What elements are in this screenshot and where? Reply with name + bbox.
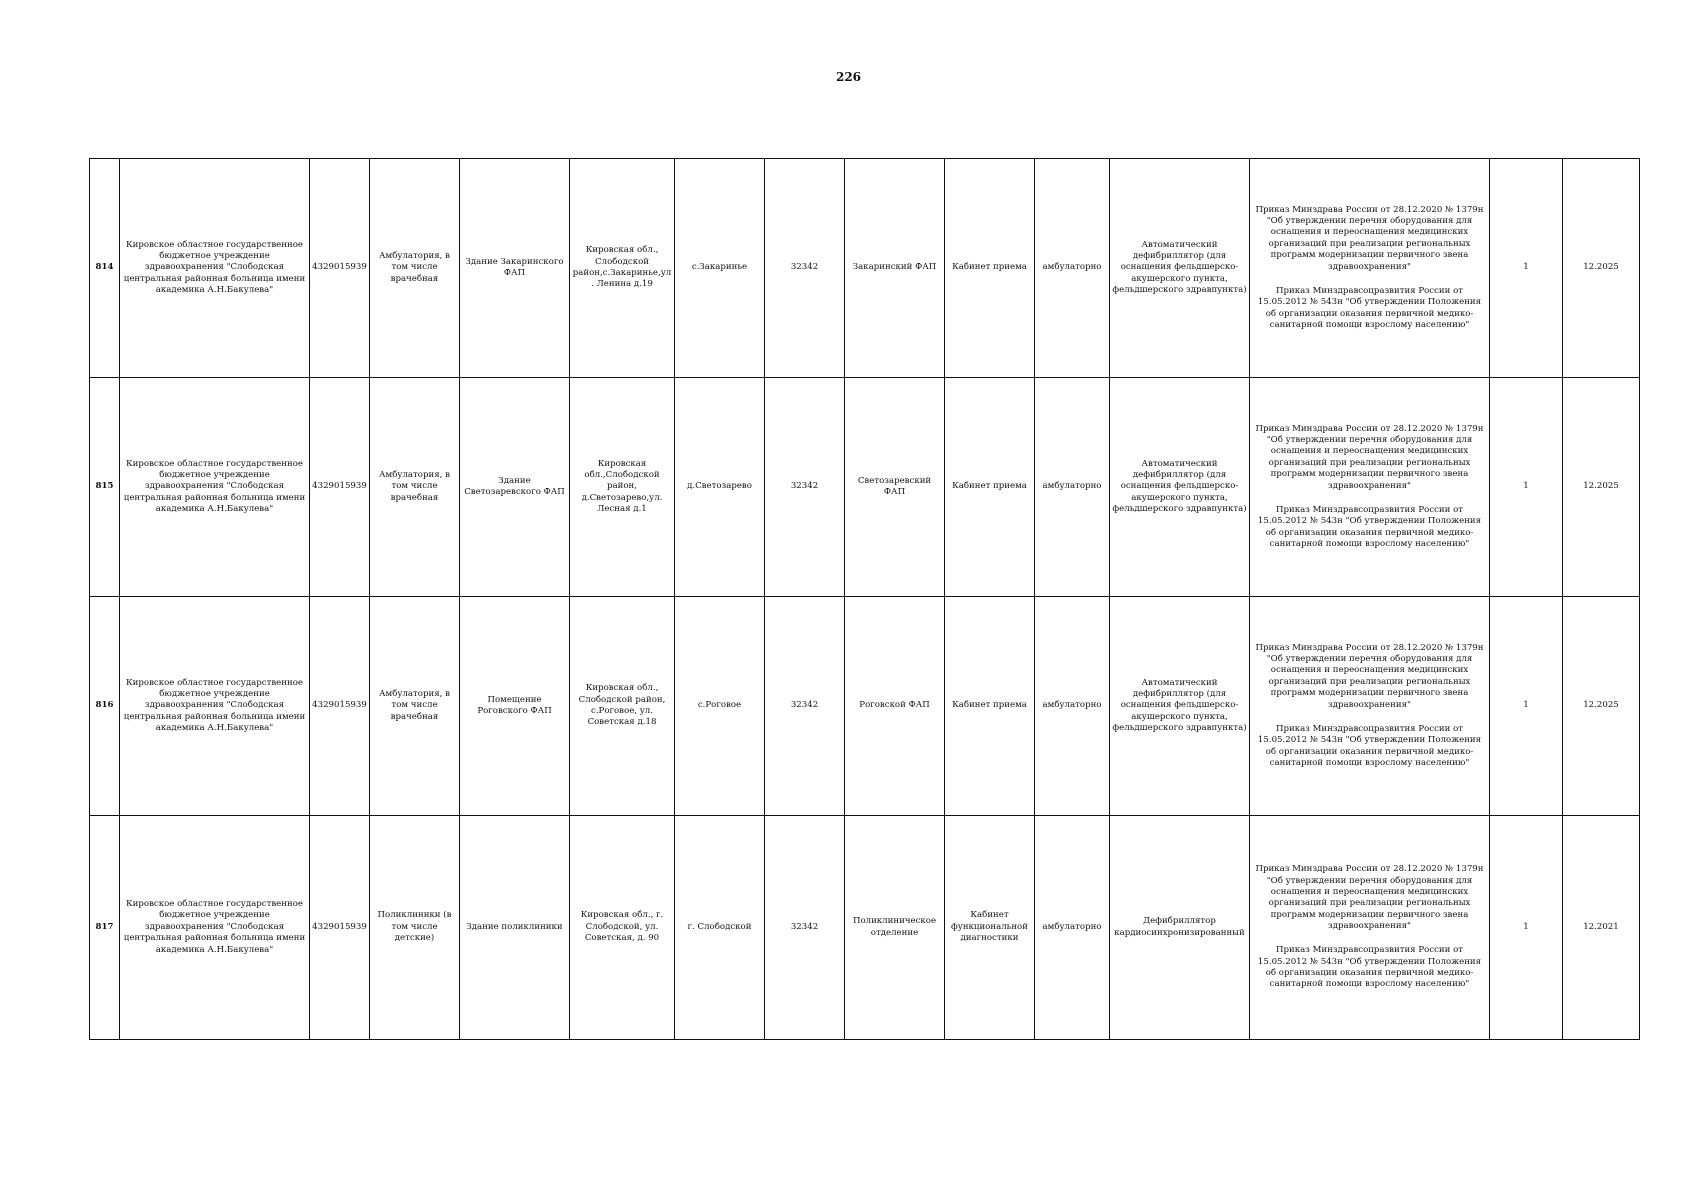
facility-type: Амбулатория, в том числе врачебная [370, 378, 460, 597]
legal-basis-order-1379n: Приказ Минздрава России от 28.12.2020 № 1379н "Об утверждении перечня оборудования для оснащения и переоснащения медицинских организаций при реализации региональных программ модернизации первичного звена здравоохранения" [1255, 864, 1484, 931]
address: Кировская обл., Слободской район,с.Закаринье,ул. Ленина д.19 [570, 159, 675, 378]
room-name: Кабинет функциональной диагностики [945, 816, 1035, 1040]
delivery-date: 12.2021 [1563, 816, 1640, 1040]
inn-code: 4329015939 [310, 816, 370, 1040]
room-name: Кабинет приема [945, 378, 1035, 597]
legal-basis-order-543n: Приказ Минздравсоцразвития России от 15.05.2012 № 543н "Об утверждении Положения об организации оказания первичной медико-санитарной помощи взрослому населению" [1257, 285, 1482, 330]
page-number: 226 [835, 70, 862, 84]
legal-basis-order-1379n: Приказ Минздрава России от 28.12.2020 № 1379н "Об утверждении перечня оборудования для оснащения и переоснащения медицинских организаций при реализации региональных программ модернизации первичного звена здравоохранения" [1255, 423, 1484, 491]
legal-basis-order-1379n: Приказ Минздрава России от 28.12.2020 № 1379н "Об утверждении перечня оборудования для оснащения и переоснащения медицинских организаций при реализации региональных программ модернизации первичного звена здравоохранения" [1255, 204, 1484, 272]
structural-unit: Роговской ФАП [845, 597, 945, 816]
structural-unit: Закаринский ФАП [845, 159, 945, 378]
delivery-date: 12.2025 [1563, 159, 1640, 378]
quantity: 1 [1490, 597, 1563, 816]
inn-code: 4329015939 [310, 159, 370, 378]
quantity: 1 [1490, 159, 1563, 378]
legal-basis [1250, 159, 1490, 378]
equipment-name: Дефибриллятор кардиосинхронизированный [1110, 816, 1250, 1040]
organization-name: Кировское областное государственное бюджетное учреждение здравоохранения "Слободская центральная районная больница имени академика А.Н.Бакулева" [120, 816, 310, 1040]
inn-code: 4329015939 [310, 378, 370, 597]
equipment-name: Автоматический дефибриллятор (для оснащения фельдшерско-акушерского пункта, фельдшерского здравпункта) [1110, 159, 1250, 378]
okato-code: 32342 [765, 816, 845, 1040]
address: Кировская обл.,Слободской район, д.Светозарево,ул. Лесная д.1 [570, 378, 675, 597]
row-number: 817 [90, 816, 120, 1040]
locality: г. Слободской [675, 816, 765, 1040]
address: Кировская обл., г. Слободской, ул. Советская, д. 90 [570, 816, 675, 1040]
facility-type: Амбулатория, в том числе врачебная [370, 597, 460, 816]
okato-code: 32342 [765, 378, 845, 597]
equipment-registry-table [89, 158, 1640, 1040]
row-number: 815 [90, 378, 120, 597]
legal-basis [1250, 816, 1490, 1040]
delivery-date: 12.2025 [1563, 597, 1640, 816]
structural-unit: Светозаревский ФАП [845, 378, 945, 597]
care-condition: амбулаторно [1035, 597, 1110, 816]
care-condition: амбулаторно [1035, 159, 1110, 378]
table-row [90, 159, 1640, 378]
building-name: Помещение Роговского ФАП [460, 597, 570, 816]
delivery-date: 12.2025 [1563, 378, 1640, 597]
okato-code: 32342 [765, 597, 845, 816]
row-number: 816 [90, 597, 120, 816]
inn-code: 4329015939 [310, 597, 370, 816]
quantity: 1 [1490, 378, 1563, 597]
table-row [90, 378, 1640, 597]
room-name: Кабинет приема [945, 159, 1035, 378]
care-condition: амбулаторно [1035, 816, 1110, 1040]
locality: с.Закаринье [675, 159, 765, 378]
structural-unit: Поликлиническое отделение [845, 816, 945, 1040]
legal-basis [1250, 378, 1490, 597]
table-row [90, 816, 1640, 1040]
locality: д.Светозарево [675, 378, 765, 597]
row-number: 814 [90, 159, 120, 378]
equipment-name: Автоматический дефибриллятор (для оснащения фельдшерско-акушерского пункта, фельдшерского здравпункта) [1110, 597, 1250, 816]
legal-basis-order-543n: Приказ Минздравсоцразвития России от 15.05.2012 № 543н "Об утверждении Положения об организации оказания первичной медико-санитарной помощи взрослому населению" [1257, 723, 1482, 768]
legal-basis-order-1379n: Приказ Минздрава России от 28.12.2020 № 1379н "Об утверждении перечня оборудования для оснащения и переоснащения медицинских организаций при реализации региональных программ модернизации первичного звена здравоохранения" [1255, 642, 1484, 710]
facility-type: Поликлиники (в том числе детские) [370, 816, 460, 1040]
legal-basis-order-543n: Приказ Минздравсоцразвития России от 15.05.2012 № 543н "Об утверждении Положения об организации оказания первичной медико-санитарной помощи взрослому населению" [1257, 504, 1482, 549]
organization-name: Кировское областное государственное бюджетное учреждение здравоохранения "Слободская центральная районная больница имени академика А.Н.Бакулева" [120, 159, 310, 378]
table-row [90, 597, 1640, 816]
legal-basis [1250, 597, 1490, 816]
building-name: Здание Закаринского ФАП [460, 159, 570, 378]
facility-type: Амбулатория, в том числе врачебная [370, 159, 460, 378]
organization-name: Кировское областное государственное бюджетное учреждение здравоохранения "Слободская центральная районная больница имени академика А.Н.Бакулева" [120, 597, 310, 816]
okato-code: 32342 [765, 159, 845, 378]
care-condition: амбулаторно [1035, 378, 1110, 597]
locality: с.Роговое [675, 597, 765, 816]
room-name: Кабинет приема [945, 597, 1035, 816]
quantity: 1 [1490, 816, 1563, 1040]
legal-basis-order-543n: Приказ Минздравсоцразвития России от 15.05.2012 № 543н "Об утверждении Положения об организации оказания первичной медико-санитарной помощи взрослому населению" [1257, 945, 1482, 990]
address: Кировская обл., Слободской район, с.Роговое, ул. Советская д.18 [570, 597, 675, 816]
organization-name: Кировское областное государственное бюджетное учреждение здравоохранения "Слободская центральная районная больница имени академика А.Н.Бакулева" [120, 378, 310, 597]
building-name: Здание Светозаревского ФАП [460, 378, 570, 597]
equipment-name: Автоматический дефибриллятор (для оснащения фельдшерско-акушерского пункта, фельдшерского здравпункта) [1110, 378, 1250, 597]
building-name: Здание поликлиники [460, 816, 570, 1040]
